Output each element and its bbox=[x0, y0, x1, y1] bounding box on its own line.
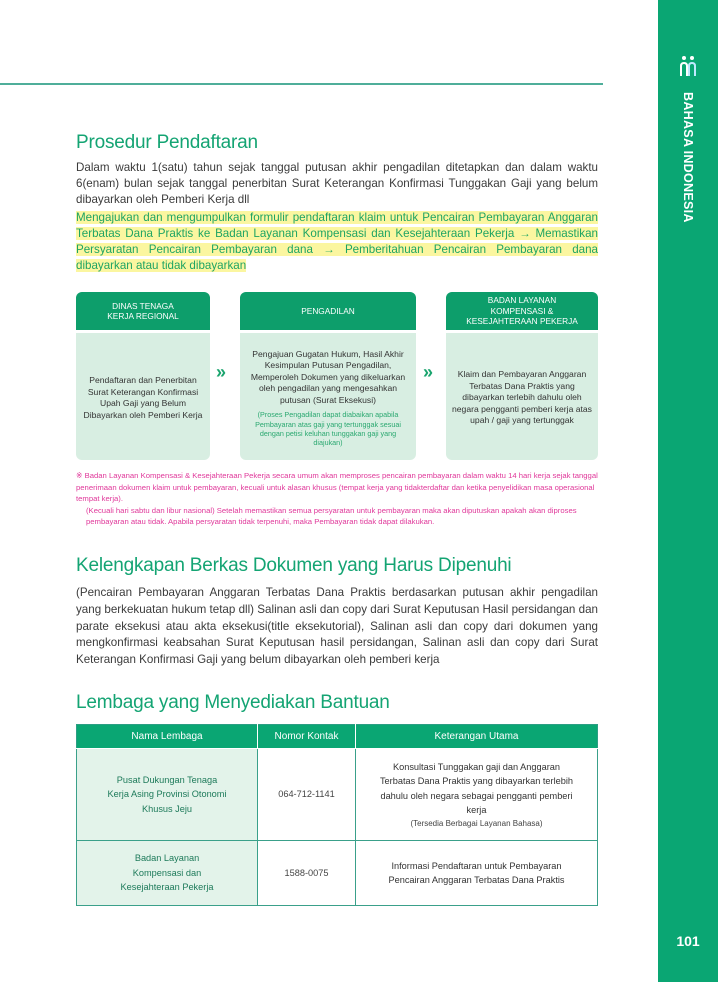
flow-step-pengadilan bbox=[240, 292, 416, 460]
section-title-kelengkapan: Kelengkapan Berkas Dokumen yang Harus Dipenuhi bbox=[76, 555, 512, 576]
flow-step-text: Pengajuan Gugatan Hukum, Hasil Akhir Kesimpulan Putusan Pengadilan, Memperoleh Dokumen yang dikeluarkan oleh pengadilan yang mengesahkan putusan (Surat Eksekusi) bbox=[250, 348, 406, 405]
flow-step-note: (Proses Pengadilan dapat diabaikan apabila Pembayaran atas gaji yang tertunggak sesuai dengan petisi keluhan tunggakan gaji yang diajukan) bbox=[255, 410, 401, 447]
flow-step-header bbox=[76, 292, 210, 333]
kelengkapan-body: (Pencairan Pembayaran Anggaran Terbatas Dana Praktis berdasarkan putusan akhir pengadilan yang berkekuatan hukum tetap dll) Salinan asli dan copy dari Surat Keputusan Hasil persidangan dan parate eksekusi atau akta eksekusi(title eksekutorial), Salinan asli dan copy dari dokumen yang mengkonfirmasi keabsahan Surat Keputusan hasil persidangan, Salinan asli dan copy dari Surat Keterangan Konfirmasi Gaji yang belum dibayarkan oleh pemberi kerja bbox=[76, 586, 598, 667]
header-divider bbox=[0, 83, 603, 85]
flow-step-body bbox=[446, 336, 598, 460]
description-small: (Tersedia Berbagai Layanan Bahasa) bbox=[410, 818, 543, 828]
institution-name bbox=[77, 749, 258, 841]
table-header-row bbox=[77, 725, 598, 749]
section-title-lembaga: Lembaga yang Menyediakan Bantuan bbox=[76, 692, 390, 713]
flow-step-header-text: PENGADILAN bbox=[301, 305, 355, 316]
double-chevron-right-icon: » bbox=[216, 362, 227, 382]
language-label: BAHASA INDONESIA bbox=[681, 92, 695, 223]
column-header-name: Nama Lembaga bbox=[77, 725, 258, 749]
flow-step-text: Pendaftaran dan Penerbitan Surat Keterangan Konfirmasi Upah Gaji yang Belum Dibayarkan oleh Pemberi Kerja bbox=[83, 375, 203, 420]
flow-step-badan-layanan bbox=[446, 292, 598, 460]
flow-step-text: Klaim dan Pembayaran Anggaran Terbatas Dana Praktis yang dibayarkan terlebih dahulu oleh negara pengganti pemberi kerja atas upah / gaji yang tertunggak bbox=[452, 369, 592, 426]
section-title-prosedur: Prosedur Pendaftaran bbox=[76, 132, 258, 153]
prosedur-intro: Dalam waktu 1(satu) tahun sejak tanggal putusan akhir pengadilan ditetapkan dan dalam waktu 6(enam) bulan sejak tanggal penerbitan Surat Keterangan Konfirmasi Tunggakan Gaji yang belum dibayarkan oleh Pemberi Kerja dll bbox=[76, 161, 598, 206]
description-text: Konsultasi Tunggakan gaji dan Anggaran Terbatas Dana Praktis yang dibayarkan terlebih dahulu oleh negara sebagai pengganti pemberi kerja bbox=[379, 761, 574, 815]
reference-mark-icon: ※ bbox=[76, 471, 83, 480]
page-number: 101 bbox=[676, 933, 700, 949]
institution-description bbox=[356, 841, 598, 906]
institution-description bbox=[356, 749, 598, 841]
flow-step-header bbox=[240, 292, 416, 333]
people-logo-icon bbox=[677, 55, 699, 77]
processing-note bbox=[76, 470, 601, 528]
column-header-description: Keterangan Utama bbox=[356, 725, 598, 749]
institution-phone: 064-712-1141 bbox=[258, 749, 356, 841]
highlight-text: Mengajukan dan mengumpulkan formulir pendaftaran klaim untuk Pencairan Pembayaran Anggaran Terbatas Dana Praktis ke Badan Layanan Kompensasi dan Kesejahteraan Pekerja → Memastikan Persyaratan Pencairan Pembayaran dana → Pemberitahuan Pencairan Pembayaran dana dibayarkan atau tidak dibayarkan bbox=[76, 211, 598, 272]
institution-phone: 1588-0075 bbox=[258, 841, 356, 906]
institution-name-text: Badan Layanan Kompensasi dan Kesejahteraan Pekerja bbox=[120, 853, 214, 893]
help-institutions-table bbox=[76, 724, 598, 906]
column-header-phone: Nomor Kontak bbox=[258, 725, 356, 749]
flow-step-header-text: DINAS TENAGA KERJA REGIONAL bbox=[107, 300, 179, 321]
note-line-1 bbox=[76, 470, 601, 505]
table-row bbox=[77, 841, 598, 906]
table-row bbox=[77, 749, 598, 841]
flow-step-header-text: BADAN LAYANAN KOMPENSASI & KESEJAHTERAAN PEKERJA bbox=[466, 295, 578, 327]
prosedur-highlight bbox=[76, 210, 598, 274]
description-text: Informasi Pendaftaran untuk Pembayaran Pencairan Anggaran Terbatas Dana Praktis bbox=[388, 860, 565, 885]
language-sidebar bbox=[658, 0, 718, 982]
flow-step-body bbox=[76, 336, 210, 460]
double-chevron-right-icon: » bbox=[423, 362, 434, 382]
institution-name-text: Pusat Dukungan Tenaga Kerja Asing Provinsi Otonomi Khusus Jeju bbox=[107, 774, 227, 814]
flow-step-header bbox=[446, 292, 598, 333]
institution-name bbox=[77, 841, 258, 906]
note-text-1: Badan Layanan Kompensasi & Kesejahteraan Pekerja secara umum akan memproses pencairan pembayaran dalam waktu 14 hari kerja sejak tanggal penerimaan dokumen klaim untuk pembayaran, kecuali untuk alasan khusus (tempat kerja yang tidakterdaftar dan ketika penyelidikan masa operasional tempat kerja). bbox=[76, 471, 598, 503]
flow-step-dinas bbox=[76, 292, 210, 460]
flow-step-body bbox=[240, 336, 416, 460]
note-line-2: (Kecuali hari sabtu dan libur nasional) Setelah memastikan semua persyaratan untuk pembayaran maka akan diputuskan apakah akan diproses pembayaran atau tidak. Apabila persyaratan tidak terpenuhi, maka Pembayaran tidak dapat dilakukan. bbox=[86, 505, 577, 526]
